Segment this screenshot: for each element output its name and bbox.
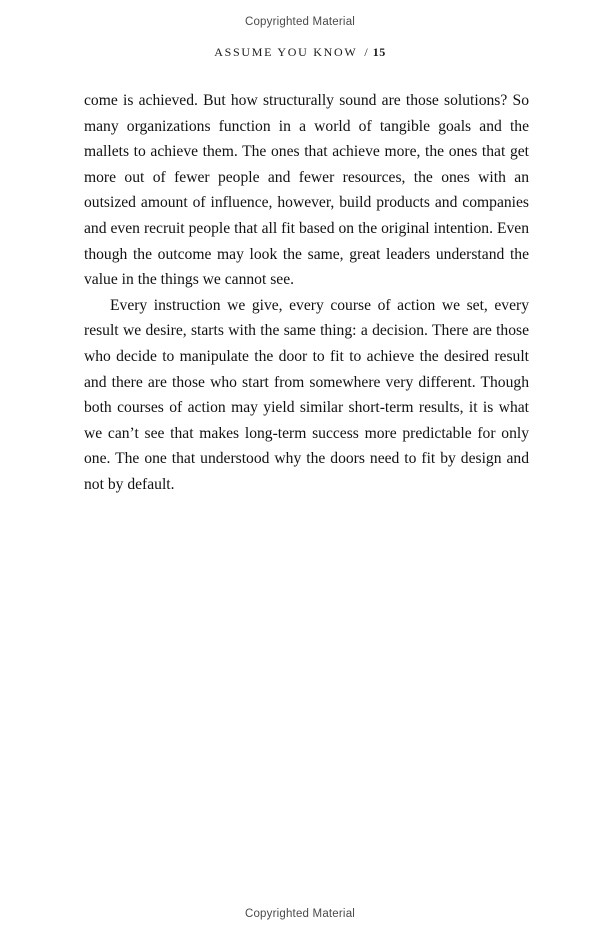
running-head-separator: / [364, 45, 368, 59]
copyright-watermark-top: Copyrighted Material [244, 16, 356, 28]
page-body-text [84, 88, 529, 498]
page-number: 15 [372, 45, 386, 59]
running-head [0, 45, 600, 60]
copyright-watermark-bottom: Copyrighted Material [244, 908, 356, 920]
running-head-title: ASSUME YOU KNOW [214, 45, 358, 59]
paragraph-1: come is achieved. But how structurally sound are those solutions? So many organizations function in a world of tangible goals and the mallets to achieve them. The ones that achieve more, the ones that get more out of fewer people and fewer resources, the ones with an outsized amount of influence, however, build products and companies and even recruit people that all fit based on the original intention. Even though the outcome may look the same, great leaders understand the value in the things we cannot see. [84, 92, 529, 289]
paragraph-2: Every instruction we give, every course of action we set, every result we desire, starts with the same thing: a decision. There are those who decide to manipulate the door to fit to achieve the desired result and there are those who start from somewhere very different. Though both courses of action may yield similar short-term results, it is what we can’t see that makes long-term success more predictable for only one. The one that understood why the doors need to fit by design and not by default. [84, 296, 529, 493]
